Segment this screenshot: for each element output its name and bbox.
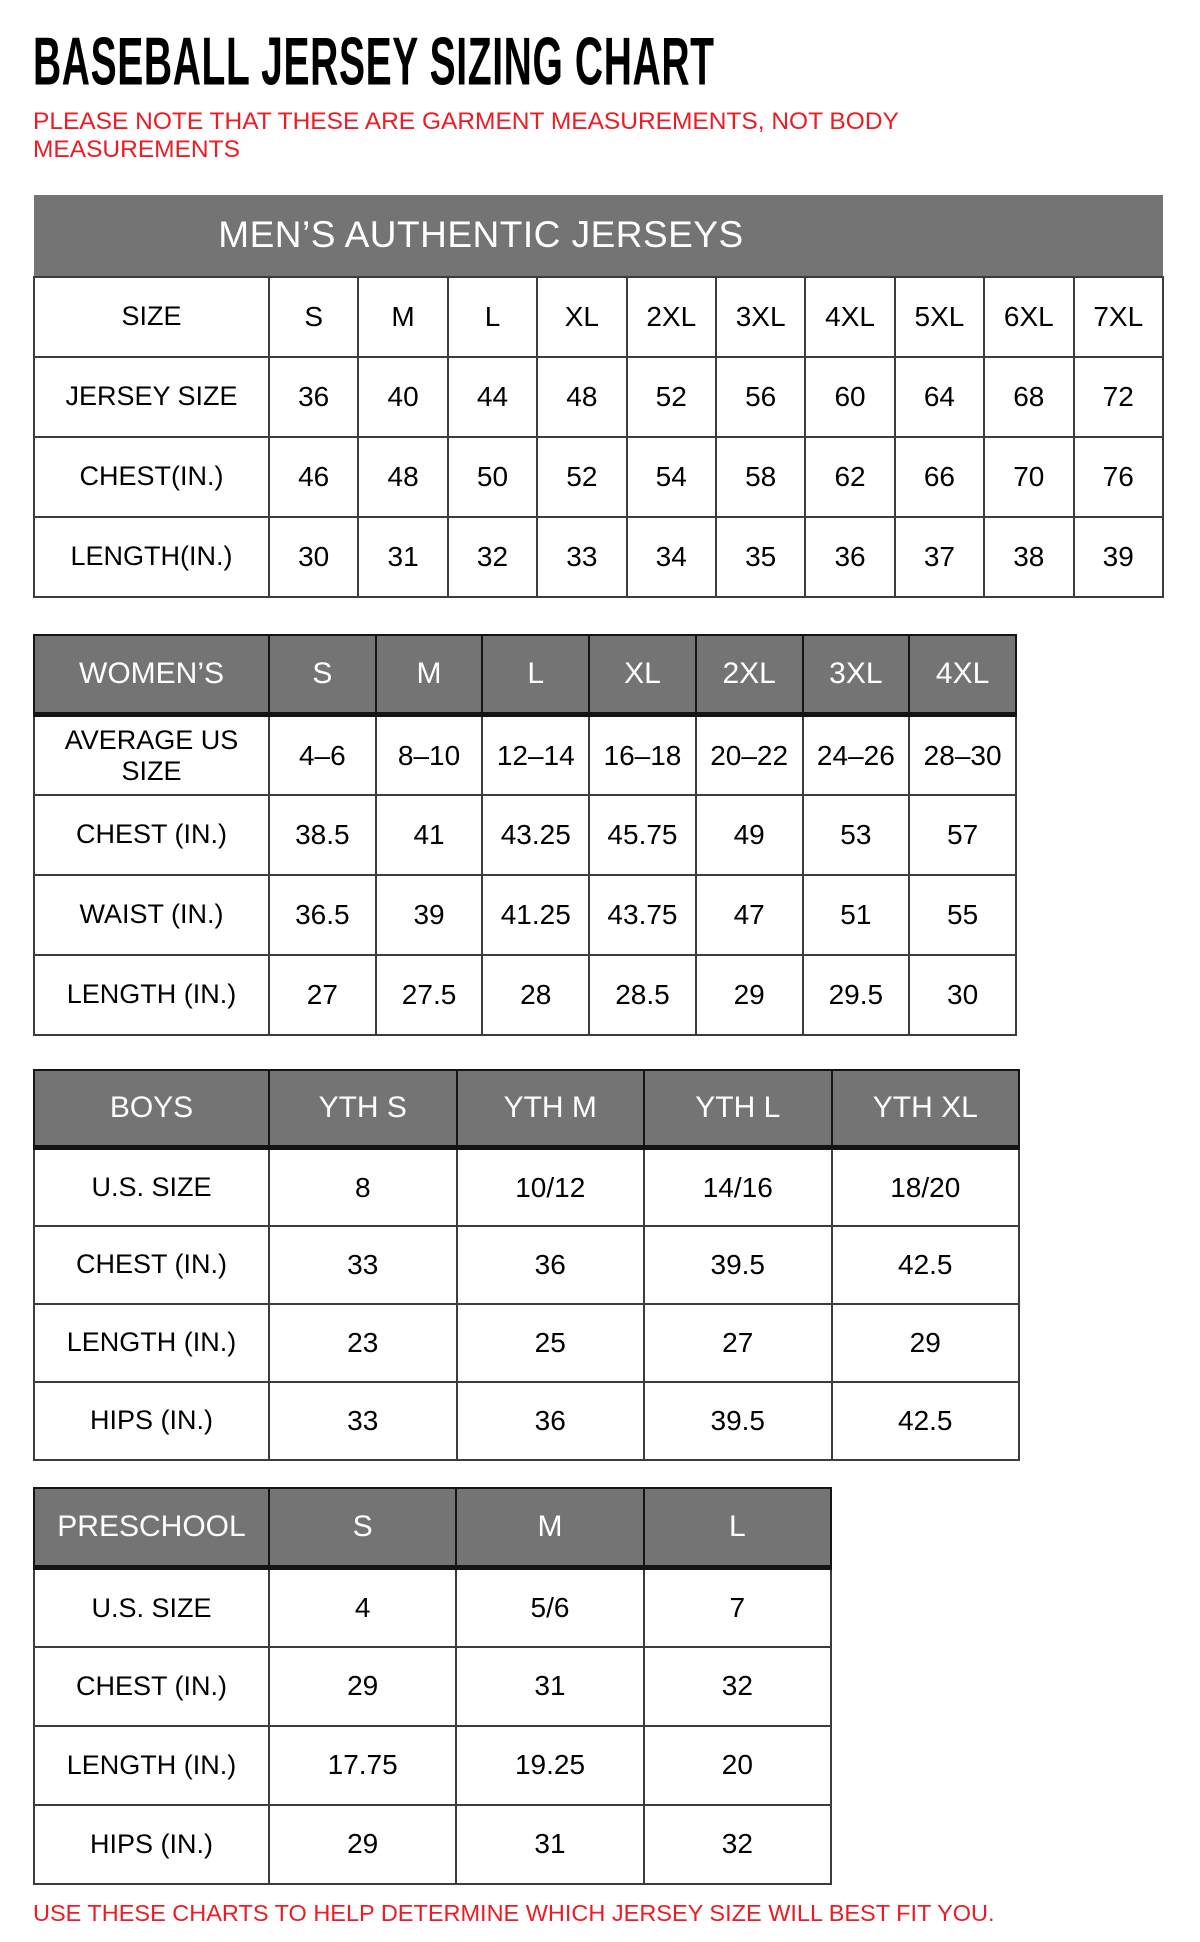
womens-value-cell: 36.5 [269,875,376,955]
mens-value-cell: M [358,277,447,357]
womens-size-header-cell: 2XL [696,635,803,715]
mens-table-row [34,517,1163,597]
preschool-value-cell: 29 [269,1647,456,1726]
womens-value-cell: 51 [803,875,910,955]
boys-value-cell: 36 [457,1226,645,1304]
mens-value-cell: 66 [895,437,984,517]
boys-row-label-cell: LENGTH (IN.) [34,1304,269,1382]
womens-value-cell: 43.75 [589,875,696,955]
womens-value-cell: 41.25 [482,875,589,955]
womens-value-cell: 49 [696,795,803,875]
womens-table-row [34,875,1016,955]
boys-table-row [34,1226,1019,1304]
mens-value-cell: 46 [269,437,358,517]
womens-value-cell: 29 [696,955,803,1035]
mens-value-cell: 7XL [1074,277,1163,357]
womens-value-cell: 12–14 [482,715,589,795]
womens-value-cell: 45.75 [589,795,696,875]
womens-value-cell: 27 [269,955,376,1035]
womens-value-cell: 39 [376,875,483,955]
mens-value-cell: 52 [537,437,626,517]
mens-value-cell: XL [537,277,626,357]
boys-value-cell: 42.5 [832,1226,1020,1304]
mens-row-label-cell: CHEST(IN.) [34,437,269,517]
mens-value-cell: 32 [448,517,537,597]
mens-value-cell: 76 [1074,437,1163,517]
mens-value-cell: 56 [716,357,805,437]
mens-value-cell: 31 [358,517,447,597]
boys-size-header-cell: YTH XL [832,1070,1020,1148]
mens-table-row [34,277,1163,357]
preschool-value-cell: 17.75 [269,1726,456,1805]
mens-value-cell: 70 [984,437,1073,517]
womens-value-cell: 24–26 [803,715,910,795]
preschool-value-cell: 19.25 [456,1726,643,1805]
womens-value-cell: 8–10 [376,715,483,795]
preschool-value-cell: 29 [269,1805,456,1884]
boys-size-header-cell: YTH S [269,1070,457,1148]
boys-value-cell: 36 [457,1382,645,1460]
mens-sizing-table [33,195,1164,598]
mens-table-row [34,437,1163,517]
preschool-value-cell: 31 [456,1647,643,1726]
mens-value-cell: 38 [984,517,1073,597]
mens-row-label-cell: JERSEY SIZE [34,357,269,437]
mens-value-cell: 52 [627,357,716,437]
womens-row-label-cell: CHEST (IN.) [34,795,269,875]
boys-value-cell: 8 [269,1148,457,1226]
womens-value-cell: 47 [696,875,803,955]
mens-banner: MEN’S AUTHENTIC JERSEYS [34,195,1163,277]
mens-value-cell: 54 [627,437,716,517]
boys-value-cell: 33 [269,1226,457,1304]
preschool-table-row [34,1726,831,1805]
womens-value-cell: 28.5 [589,955,696,1035]
mens-value-cell: 64 [895,357,984,437]
preschool-value-cell: 20 [644,1726,831,1805]
womens-value-cell: 4–6 [269,715,376,795]
womens-group-label-cell: WOMEN’S [34,635,269,715]
boys-header-row [34,1070,1019,1148]
boys-size-header-cell: YTH L [644,1070,832,1148]
womens-row-label-cell: AVERAGE US SIZE [34,715,269,795]
preschool-value-cell: 4 [269,1568,456,1647]
boys-sizing-table [33,1069,1020,1461]
preschool-size-header-cell: L [644,1488,831,1568]
mens-value-cell: S [269,277,358,357]
boys-table-row [34,1382,1019,1460]
mens-value-cell: 2XL [627,277,716,357]
boys-value-cell: 25 [457,1304,645,1382]
boys-value-cell: 33 [269,1382,457,1460]
womens-value-cell: 53 [803,795,910,875]
boys-value-cell: 14/16 [644,1148,832,1226]
preschool-value-cell: 7 [644,1568,831,1647]
boys-row-label-cell: U.S. SIZE [34,1148,269,1226]
boys-value-cell: 39.5 [644,1226,832,1304]
mens-value-cell: 44 [448,357,537,437]
boys-value-cell: 23 [269,1304,457,1382]
preschool-row-label-cell: U.S. SIZE [34,1568,269,1647]
mens-value-cell: 68 [984,357,1073,437]
preschool-sizing-table [33,1487,832,1885]
boys-table-row [34,1148,1019,1226]
footer-note: USE THESE CHARTS TO HELP DETERMINE WHICH JERSEY SIZE WILL BEST FIT YOU. [33,1899,995,1926]
womens-row-label-cell: LENGTH (IN.) [34,955,269,1035]
preschool-group-label-cell: PRESCHOOL [34,1488,269,1568]
womens-table-row [34,955,1016,1035]
boys-row-label-cell: HIPS (IN.) [34,1382,269,1460]
boys-value-cell: 18/20 [832,1148,1020,1226]
mens-value-cell: 50 [448,437,537,517]
mens-value-cell: 72 [1074,357,1163,437]
womens-value-cell: 27.5 [376,955,483,1035]
womens-size-header-cell: XL [589,635,696,715]
womens-size-header-cell: M [376,635,483,715]
preschool-value-cell: 32 [644,1805,831,1884]
mens-value-cell: 6XL [984,277,1073,357]
boys-value-cell: 39.5 [644,1382,832,1460]
womens-size-header-cell: 4XL [909,635,1016,715]
mens-value-cell: 36 [269,357,358,437]
preschool-table-row [34,1568,831,1647]
mens-value-cell: 48 [537,357,626,437]
womens-value-cell: 57 [909,795,1016,875]
mens-value-cell: 4XL [805,277,894,357]
mens-value-cell: 34 [627,517,716,597]
boys-group-label-cell: BOYS [34,1070,269,1148]
mens-value-cell: 58 [716,437,805,517]
mens-value-cell: 36 [805,517,894,597]
preschool-row-label-cell: CHEST (IN.) [34,1647,269,1726]
womens-value-cell: 28 [482,955,589,1035]
womens-value-cell: 30 [909,955,1016,1035]
womens-header-row [34,635,1016,715]
mens-value-cell: 30 [269,517,358,597]
boys-row-label-cell: CHEST (IN.) [34,1226,269,1304]
garment-measurement-note: PLEASE NOTE THAT THESE ARE GARMENT MEASUREMENTS, NOT BODY MEASUREMENTS [33,108,899,164]
boys-value-cell: 29 [832,1304,1020,1382]
mens-row-label-cell: LENGTH(IN.) [34,517,269,597]
mens-table-row [34,357,1163,437]
boys-value-cell: 10/12 [457,1148,645,1226]
womens-value-cell: 55 [909,875,1016,955]
boys-table-row [34,1304,1019,1382]
preschool-header-row [34,1488,831,1568]
preschool-table-row [34,1647,831,1726]
womens-value-cell: 16–18 [589,715,696,795]
womens-size-header-cell: S [269,635,376,715]
boys-value-cell: 27 [644,1304,832,1382]
mens-value-cell: 40 [358,357,447,437]
womens-size-header-cell: L [482,635,589,715]
womens-value-cell: 29.5 [803,955,910,1035]
preschool-value-cell: 31 [456,1805,643,1884]
preschool-value-cell: 5/6 [456,1568,643,1647]
mens-value-cell: 5XL [895,277,984,357]
mens-value-cell: 62 [805,437,894,517]
mens-value-cell: 35 [716,517,805,597]
mens-value-cell: 33 [537,517,626,597]
preschool-row-label-cell: HIPS (IN.) [34,1805,269,1884]
womens-value-cell: 41 [376,795,483,875]
boys-value-cell: 42.5 [832,1382,1020,1460]
mens-value-cell: 48 [358,437,447,517]
preschool-table-row [34,1805,831,1884]
page-title [33,22,1200,100]
preschool-size-header-cell: S [269,1488,456,1568]
mens-value-cell: 60 [805,357,894,437]
womens-table-row [34,715,1016,795]
mens-value-cell: L [448,277,537,357]
preschool-size-header-cell: M [456,1488,643,1568]
mens-value-cell: 3XL [716,277,805,357]
mens-row-label-cell: SIZE [34,277,269,357]
preschool-value-cell: 32 [644,1647,831,1726]
womens-value-cell: 43.25 [482,795,589,875]
mens-value-cell: 37 [895,517,984,597]
womens-value-cell: 20–22 [696,715,803,795]
womens-value-cell: 38.5 [269,795,376,875]
page-title-text: BASEBALL JERSEY SIZING CHART [33,23,715,100]
womens-sizing-table [33,634,1017,1036]
womens-size-header-cell: 3XL [803,635,910,715]
preschool-row-label-cell: LENGTH (IN.) [34,1726,269,1805]
womens-table-row [34,795,1016,875]
boys-size-header-cell: YTH M [457,1070,645,1148]
womens-value-cell: 28–30 [909,715,1016,795]
womens-row-label-cell: WAIST (IN.) [34,875,269,955]
mens-value-cell: 39 [1074,517,1163,597]
